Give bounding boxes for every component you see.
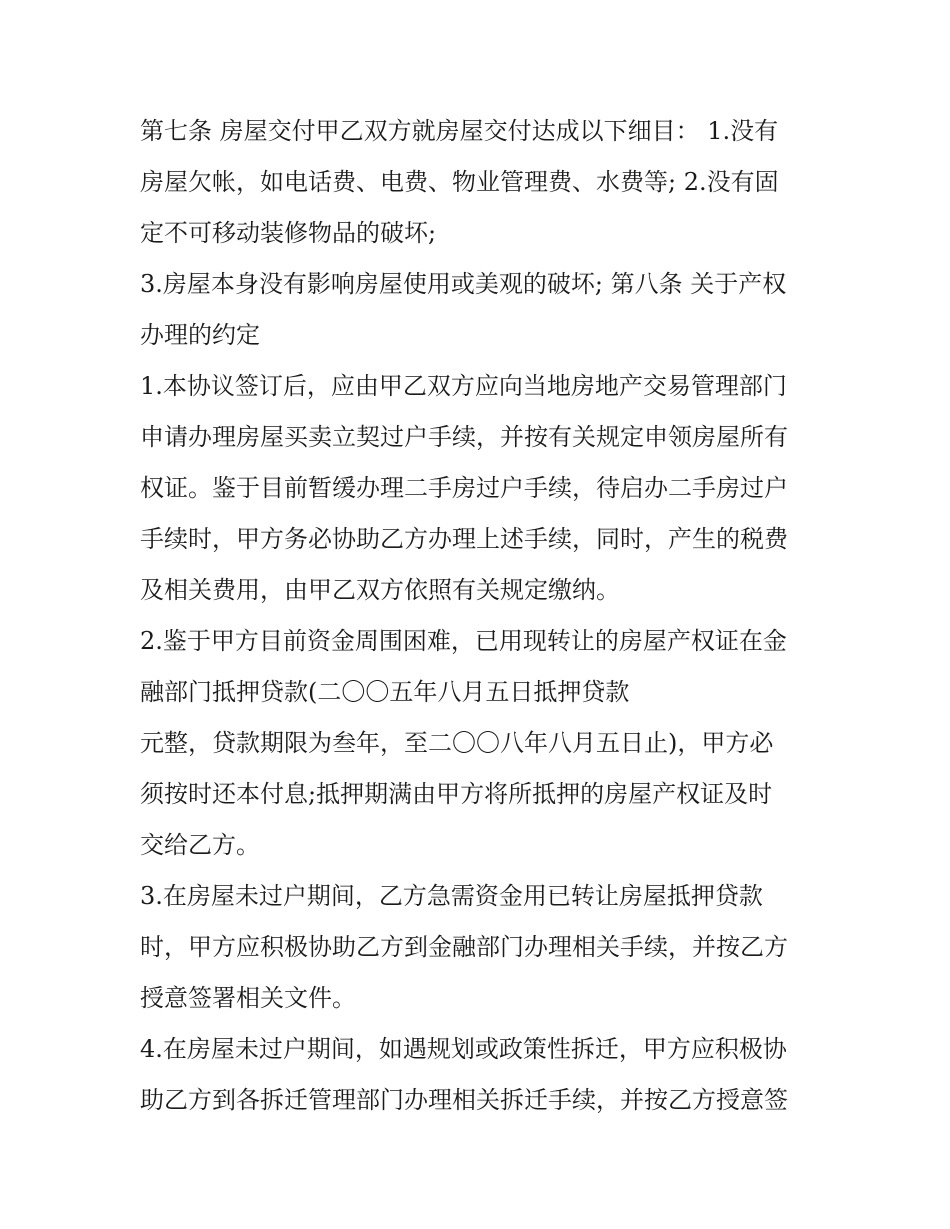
document-body [140,106,830,1126]
text-line: 1.本协议签订后，应由甲乙双方应向当地房地产交易管理部门 [140,372,787,400]
text-line: 第七条 房屋交付甲乙双方就房屋交付达成以下细目： 1.没有 [140,117,779,145]
text-line: 助乙方到各拆迁管理部门办理相关拆迁手续，并按乙方授意签 [140,1086,788,1114]
text-line: 3.在房屋未过户期间，乙方急需资金用已转让房屋抵押贷款 [140,882,763,910]
text-line: 申请办理房屋买卖立契过户手续，并按有关规定申领房屋所有 [140,423,788,451]
text-line: 定不可移动装修物品的破坏; [140,219,437,247]
text-line: 权证。鉴于目前暂缓办理二手房过户手续，待启办二手房过户 [140,474,788,502]
text-line: 及相关费用，由甲乙双方依照有关规定缴纳。 [140,576,620,604]
text-line: 元整，贷款期限为叁年，至二〇〇八年八月五日止)，甲方必 [140,729,774,757]
text-line: 手续时，甲方务必协助乙方办理上述手续，同时，产生的税费 [140,525,788,553]
text-line: 办理的约定 [140,321,260,349]
text-line: 须按时还本付息;抵押期满由甲方将所抵押的房屋产权证及时 [140,780,773,808]
text-line: 融部门抵押贷款(二〇〇五年八月五日抵押贷款 [140,678,630,706]
text-line: 时，甲方应积极协助乙方到金融部门办理相关手续，并按乙方 [140,933,788,961]
text-line: 房屋欠帐，如电话费、电费、物业管理费、水费等; 2.没有固 [140,168,779,196]
text-line: 3.房屋本身没有影响房屋使用或美观的破坏; 第八条 关于产权 [140,270,787,298]
text-line: 交给乙方。 [140,831,260,859]
text-line: 4.在房屋未过户期间，如遇规划或政策性拆迁，甲方应积极协 [140,1035,787,1063]
text-line: 授意签署相关文件。 [140,984,356,1012]
text-line: 2.鉴于甲方目前资金周围困难，已用现转让的房屋产权证在金 [140,627,787,655]
